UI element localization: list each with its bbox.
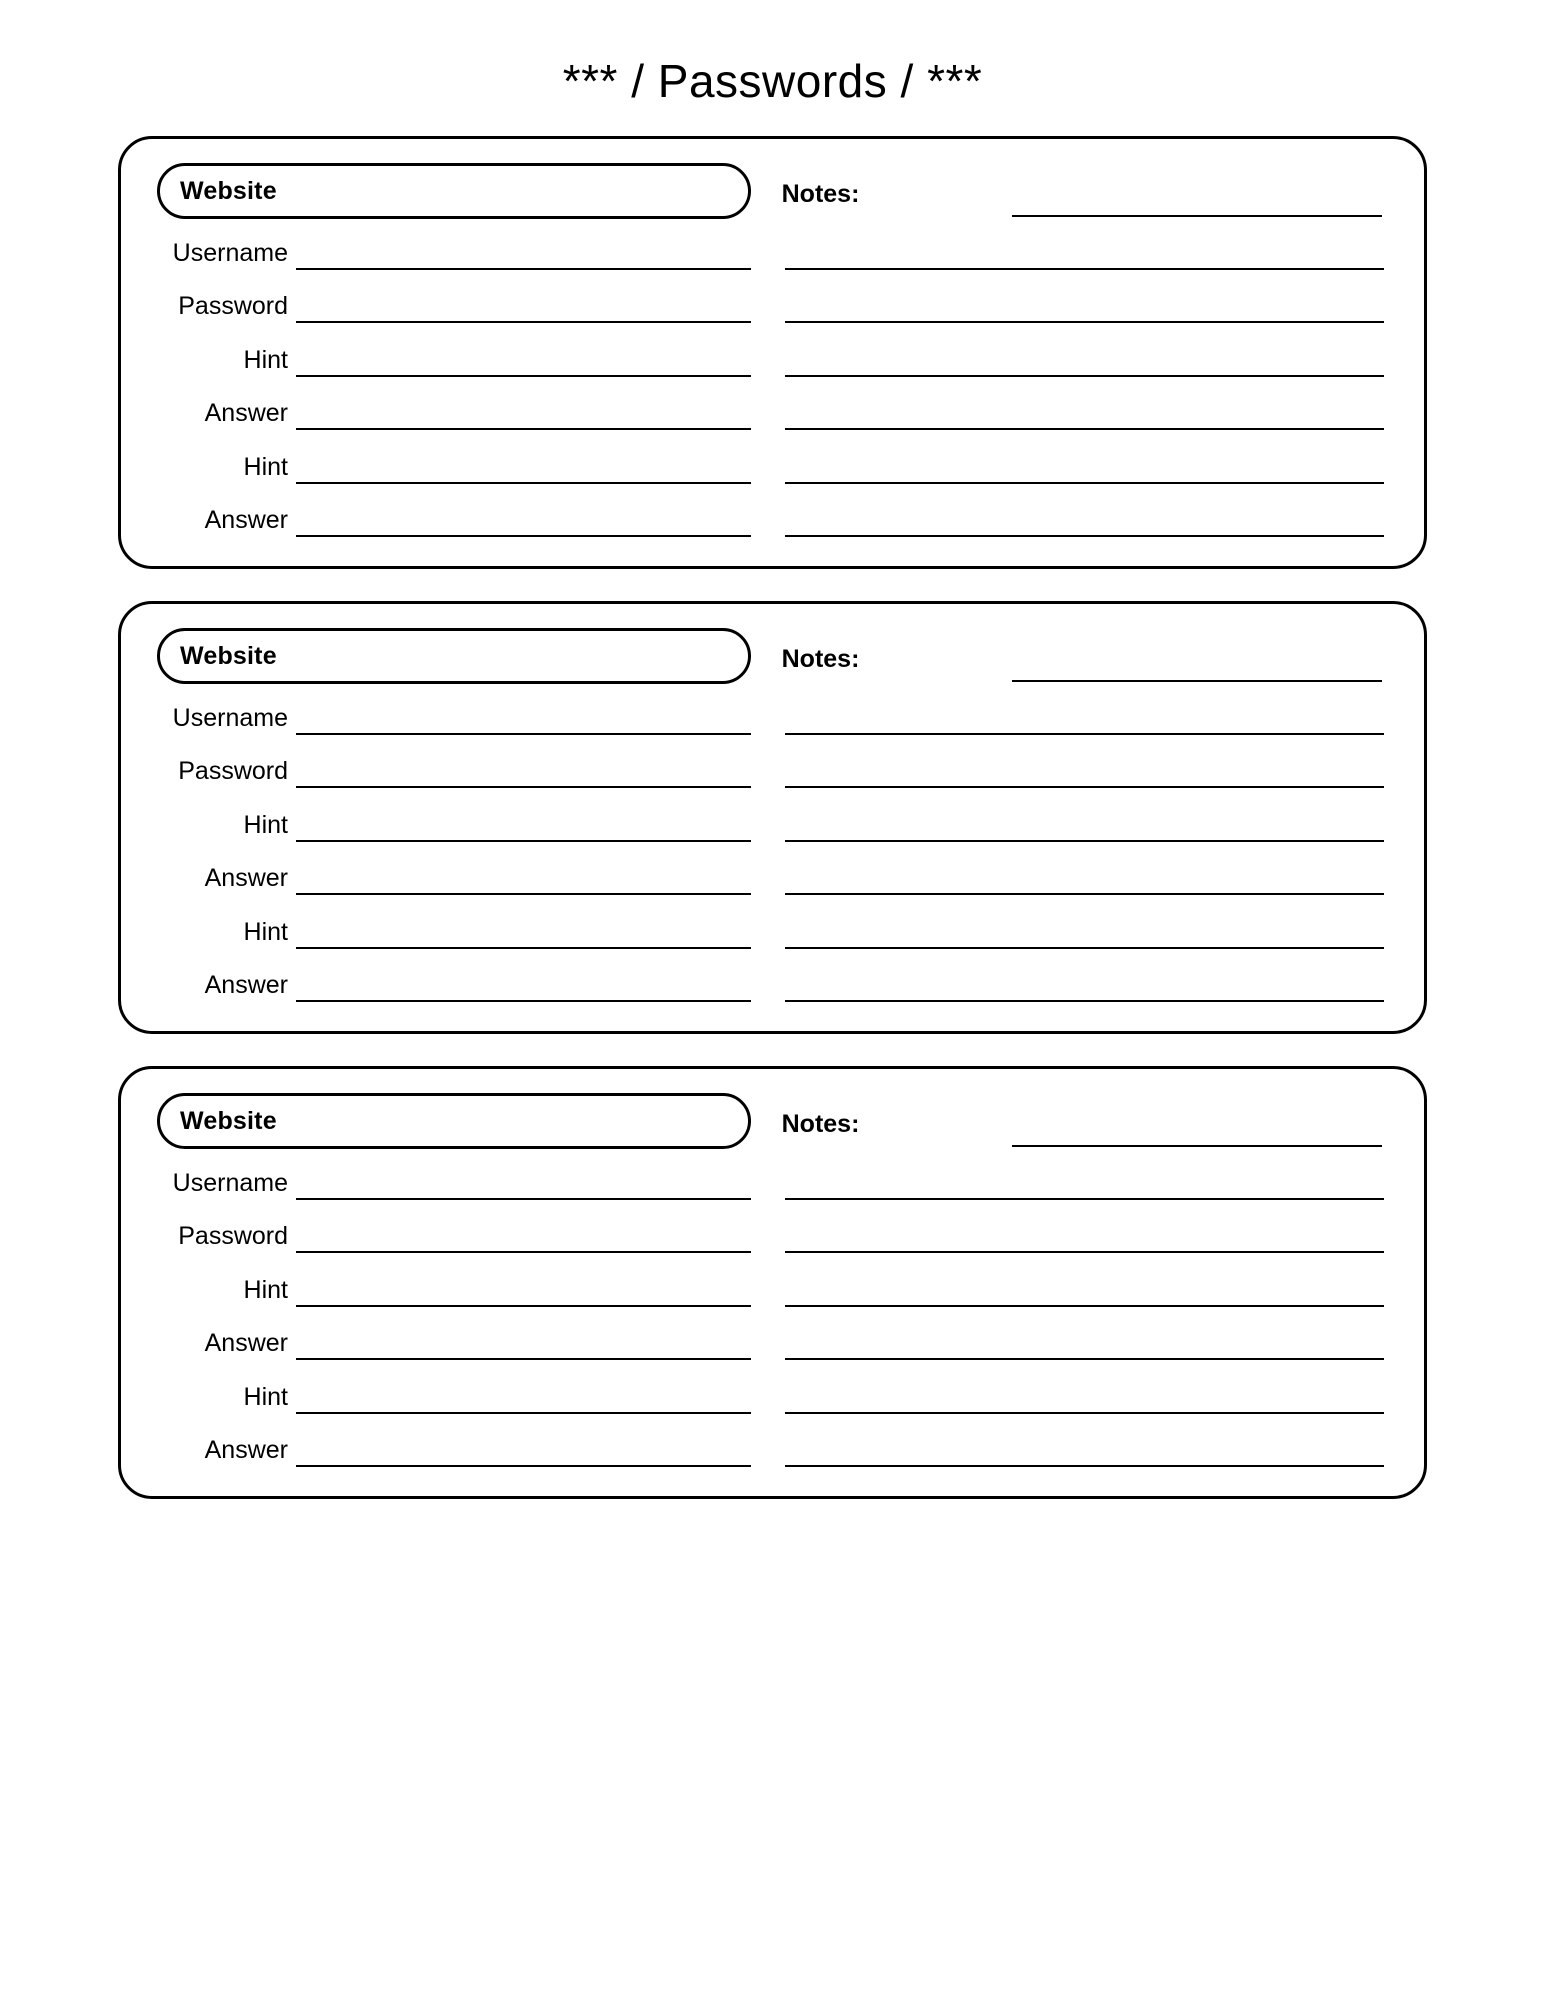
notes-header-row <box>779 626 1384 684</box>
website-field[interactable] <box>157 163 751 219</box>
field-label: Hint <box>243 810 288 839</box>
field-row-username <box>157 219 751 273</box>
field-row-username <box>157 1149 751 1203</box>
username-input-line[interactable] <box>296 267 751 270</box>
notes-column <box>777 626 1384 1005</box>
hint-input-line[interactable] <box>296 839 751 842</box>
field-row-hint-1 <box>157 326 751 380</box>
field-label: Username <box>172 703 288 732</box>
field-label: Hint <box>243 1382 288 1411</box>
hint-input-line[interactable] <box>296 374 751 377</box>
answer-input-line[interactable] <box>296 534 751 537</box>
website-field[interactable] <box>157 628 751 684</box>
field-row-answer-2 <box>157 487 751 541</box>
field-row-username <box>157 684 751 738</box>
notes-input-line[interactable] <box>785 320 1384 323</box>
answer-input-line[interactable] <box>296 427 751 430</box>
website-field[interactable] <box>157 1093 751 1149</box>
notes-row <box>779 1417 1384 1471</box>
notes-input-line[interactable] <box>785 1197 1384 1200</box>
field-label: Answer <box>204 399 288 427</box>
notes-input-line[interactable] <box>785 1464 1384 1467</box>
password-entry-card <box>118 1066 1427 1499</box>
password-entry-card <box>118 136 1427 569</box>
notes-input-line[interactable] <box>785 1357 1384 1360</box>
website-label: Website <box>180 1106 277 1135</box>
answer-input-line[interactable] <box>296 892 751 895</box>
notes-input-line[interactable] <box>1012 1144 1382 1147</box>
field-row-hint-2 <box>157 1363 751 1417</box>
hint-input-line[interactable] <box>296 946 751 949</box>
field-row-answer-1 <box>157 380 751 434</box>
notes-input-line[interactable] <box>785 999 1384 1002</box>
password-entry-card <box>118 601 1427 1034</box>
field-row-hint-1 <box>157 1256 751 1310</box>
notes-input-line[interactable] <box>785 534 1384 537</box>
card-body <box>157 626 1384 1005</box>
credentials-column <box>157 626 777 1005</box>
field-row-answer-2 <box>157 1417 751 1471</box>
field-row-hint-2 <box>157 433 751 487</box>
notes-input-line[interactable] <box>785 892 1384 895</box>
field-row-answer-2 <box>157 952 751 1006</box>
field-label: Hint <box>243 452 288 481</box>
notes-input-line[interactable] <box>785 267 1384 270</box>
notes-row <box>779 326 1384 380</box>
notes-label: Notes: <box>781 180 860 208</box>
card-body <box>157 1091 1384 1470</box>
field-row-password <box>157 273 751 327</box>
notes-input-line[interactable] <box>1012 214 1382 217</box>
field-row-hint-1 <box>157 791 751 845</box>
notes-input-line[interactable] <box>785 427 1384 430</box>
field-label: Hint <box>243 917 288 946</box>
hint-input-line[interactable] <box>296 1411 751 1414</box>
field-label: Password <box>178 1222 288 1250</box>
notes-label: Notes: <box>781 1110 860 1138</box>
notes-row <box>779 433 1384 487</box>
notes-row <box>779 1310 1384 1364</box>
notes-row <box>779 738 1384 792</box>
field-row-password <box>157 1203 751 1257</box>
page-title: *** / Passwords / *** <box>562 55 983 107</box>
hint-input-line[interactable] <box>296 1304 751 1307</box>
notes-label: Notes: <box>781 645 860 673</box>
field-label: Answer <box>204 1436 288 1464</box>
field-row-answer-1 <box>157 845 751 899</box>
notes-input-line[interactable] <box>785 1304 1384 1307</box>
notes-row <box>779 1149 1384 1203</box>
password-input-line[interactable] <box>296 785 751 788</box>
username-input-line[interactable] <box>296 732 751 735</box>
notes-input-line[interactable] <box>785 946 1384 949</box>
field-row-password <box>157 738 751 792</box>
notes-row <box>779 684 1384 738</box>
credentials-column <box>157 161 777 540</box>
notes-row <box>779 845 1384 899</box>
answer-input-line[interactable] <box>296 1357 751 1360</box>
field-row-answer-1 <box>157 1310 751 1364</box>
field-label: Answer <box>204 971 288 999</box>
website-label: Website <box>180 641 277 670</box>
field-label: Answer <box>204 506 288 534</box>
notes-input-line[interactable] <box>785 374 1384 377</box>
credentials-column <box>157 1091 777 1470</box>
answer-input-line[interactable] <box>296 1464 751 1467</box>
password-input-line[interactable] <box>296 1250 751 1253</box>
notes-column <box>777 1091 1384 1470</box>
answer-input-line[interactable] <box>296 999 751 1002</box>
notes-row <box>779 219 1384 273</box>
notes-row <box>779 487 1384 541</box>
field-label: Username <box>172 238 288 267</box>
notes-input-line[interactable] <box>785 1250 1384 1253</box>
field-label: Answer <box>204 864 288 892</box>
field-label: Username <box>172 1168 288 1197</box>
notes-row <box>779 273 1384 327</box>
field-label: Hint <box>243 1275 288 1304</box>
notes-row <box>779 1256 1384 1310</box>
notes-input-line[interactable] <box>785 1411 1384 1414</box>
notes-input-line[interactable] <box>785 732 1384 735</box>
notes-header-row <box>779 1091 1384 1149</box>
notes-header-row <box>779 161 1384 219</box>
notes-row <box>779 1363 1384 1417</box>
username-input-line[interactable] <box>296 1197 751 1200</box>
card-body <box>157 161 1384 540</box>
notes-input-line[interactable] <box>785 481 1384 484</box>
notes-row <box>779 898 1384 952</box>
notes-row <box>779 380 1384 434</box>
field-row-hint-2 <box>157 898 751 952</box>
website-label: Website <box>180 176 277 205</box>
notes-row <box>779 952 1384 1006</box>
notes-input-line[interactable] <box>785 839 1384 842</box>
field-label: Password <box>178 757 288 785</box>
hint-input-line[interactable] <box>296 481 751 484</box>
password-input-line[interactable] <box>296 320 751 323</box>
notes-row <box>779 1203 1384 1257</box>
password-cards-list <box>0 136 1545 1499</box>
notes-row <box>779 791 1384 845</box>
notes-input-line[interactable] <box>785 785 1384 788</box>
field-label: Answer <box>204 1329 288 1357</box>
field-label: Hint <box>243 345 288 374</box>
field-label: Password <box>178 292 288 320</box>
notes-column <box>777 161 1384 540</box>
notes-input-line[interactable] <box>1012 679 1382 682</box>
